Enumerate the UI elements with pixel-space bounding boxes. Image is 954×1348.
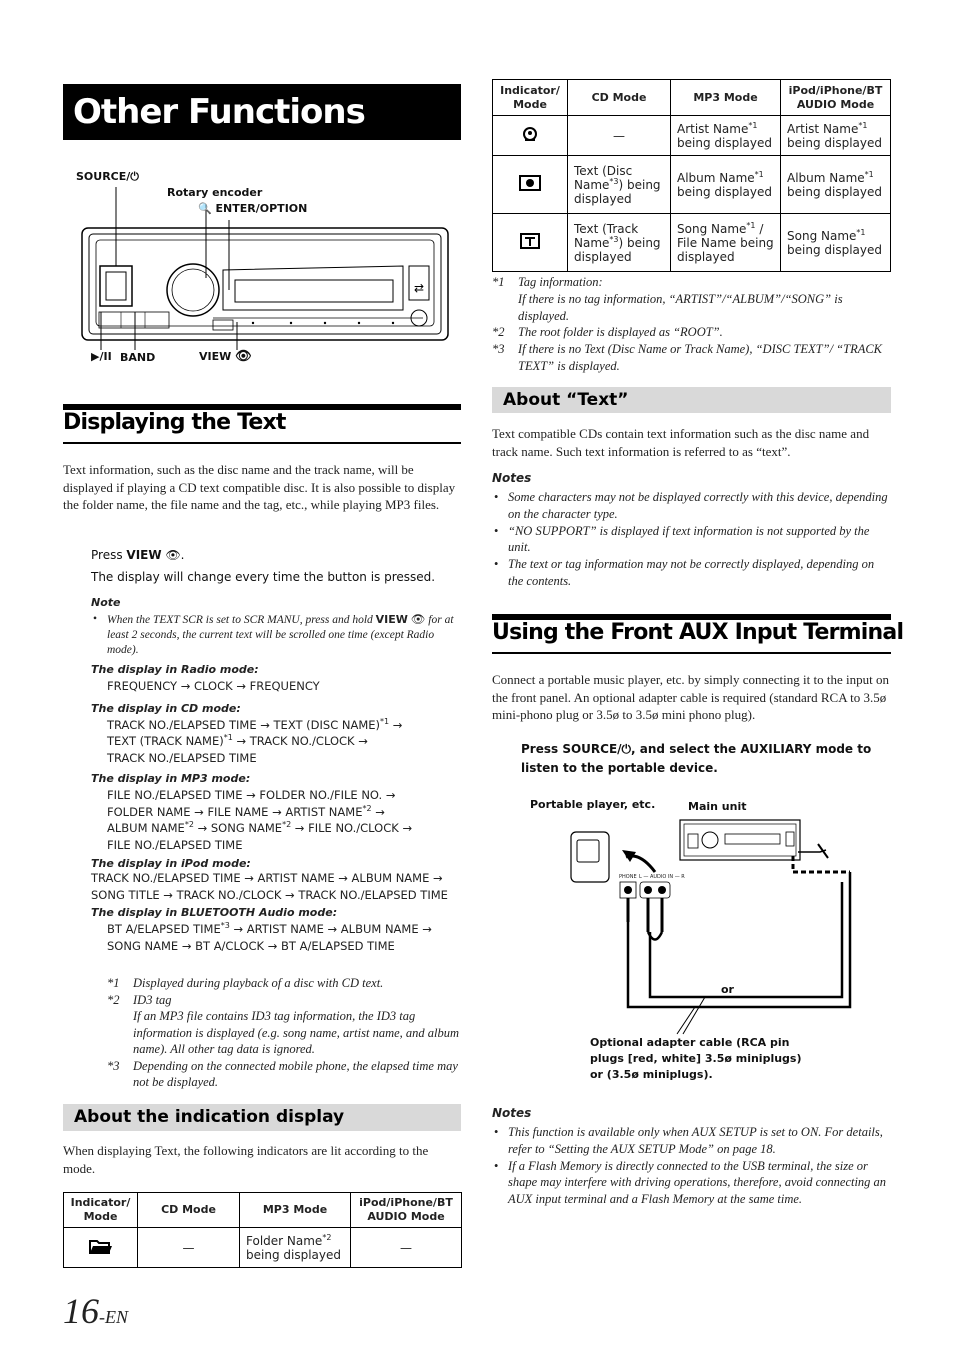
label-main-unit: Main unit bbox=[688, 800, 747, 813]
arrow: → bbox=[371, 804, 385, 819]
note-title: Note bbox=[91, 596, 121, 609]
note-post: for at least 2 seconds, the current text will be scrolled one time (except Radio mode). bbox=[107, 614, 454, 656]
eye-icon: 👁 bbox=[235, 349, 252, 364]
bt-seq-1b: → ARTIST NAME → ALBUM NAME → bbox=[229, 922, 432, 936]
label-audio-in: L — AUDIO IN — R bbox=[639, 874, 685, 880]
cell-text: Album Name bbox=[677, 170, 755, 185]
footnote-ref: *2 bbox=[282, 820, 292, 830]
cd-seq-2b: → TRACK NO./CLOCK → bbox=[232, 734, 368, 748]
table-header: MP3 Mode bbox=[671, 80, 781, 116]
table-cell: — bbox=[138, 1228, 240, 1268]
table-cell bbox=[671, 156, 781, 214]
table-cell bbox=[781, 116, 891, 156]
mp3-seq-2: FOLDER NAME → FILE NAME → ARTIST NAME bbox=[107, 804, 363, 819]
footnote-key: *3 bbox=[107, 1058, 120, 1073]
table-cell bbox=[568, 156, 671, 214]
footnote-ref: *1 bbox=[746, 220, 756, 230]
about-text-notes bbox=[492, 489, 891, 590]
label-band: BAND bbox=[120, 351, 156, 364]
footnote-key: *2 bbox=[492, 325, 505, 340]
footnote-ref: *3 bbox=[609, 176, 619, 186]
table-header: Indicator/ Mode bbox=[64, 1193, 138, 1228]
press-desc: , and select the AUXILIARY mode to listen to the portable device. bbox=[521, 742, 872, 775]
song-icon bbox=[493, 214, 568, 272]
eye-icon: 👁 bbox=[165, 548, 181, 562]
cell-text: Folder Name bbox=[246, 1233, 323, 1248]
press-desc: The display will change every time the button is pressed. bbox=[91, 570, 436, 584]
table-header: Indicator/ Mode bbox=[493, 80, 568, 116]
section-underline bbox=[63, 442, 461, 444]
footnote-ref: *1 bbox=[858, 120, 868, 130]
cd-seq-1: TRACK NO./ELAPSED TIME → TEXT (DISC NAME) bbox=[107, 717, 381, 732]
footnote-ref: *2 bbox=[362, 803, 372, 813]
footnote-ref: *2 bbox=[322, 1232, 332, 1242]
table-cell bbox=[781, 214, 891, 272]
page-title: Other Functions bbox=[63, 84, 461, 140]
cell-text: Artist Name bbox=[677, 121, 749, 136]
cd-seq bbox=[91, 717, 461, 767]
aux-diagram bbox=[560, 812, 860, 1042]
section-heading-displaying: Displaying the Text bbox=[63, 410, 286, 435]
displaying-intro: Text information, such as the disc name and the track name, will be displayed if playing a CD text compatible disc. It is also possible to display the folder name, the file name and the tag, etc., while playing MP3 files. bbox=[63, 462, 456, 512]
section-heading-about-text: About “Text” bbox=[492, 387, 891, 413]
head-unit-illustration bbox=[63, 160, 463, 370]
notes-title: Notes bbox=[492, 471, 532, 485]
page-number bbox=[63, 1290, 128, 1332]
list-item: • If a Flash Memory is directly connected to the USB terminal, the size or shape may interfere with driving operations, therefore, avoid connecting an AUX input terminal and a Flash Memory at the same time. bbox=[492, 1158, 891, 1208]
footnote-ref: *1 bbox=[856, 227, 866, 237]
arrow: → bbox=[389, 717, 403, 732]
footnote-ref: *2 bbox=[184, 820, 194, 830]
cell-text: being displayed bbox=[677, 184, 772, 199]
section-heading-aux: Using the Front AUX Input Terminal bbox=[492, 620, 904, 645]
press-end: . bbox=[180, 548, 185, 562]
list-item: • Some characters may not be displayed correctly with this device, depending on the character type. bbox=[492, 489, 891, 523]
table-header: MP3 Mode bbox=[240, 1193, 351, 1228]
footnote-text: ID3 tag bbox=[133, 992, 172, 1007]
label-portable: Portable player, etc. bbox=[530, 798, 656, 811]
cell-text: being displayed bbox=[787, 242, 882, 257]
footnote-key: *3 bbox=[492, 342, 505, 357]
page-number-value: 16 bbox=[63, 1291, 99, 1331]
label-cable: Optional adapter cable (RCA pin plugs [red, white] 3.5ø miniplugs) or (3.5ø miniplugs). bbox=[590, 1036, 802, 1081]
label-enter bbox=[198, 202, 307, 215]
view-button-label: VIEW bbox=[126, 548, 162, 562]
list-item: • This function is available only when AUX SETUP is set to ON. For details, refer to “Setting the AUX SETUP Mode” on page 18. bbox=[492, 1124, 891, 1158]
footnote-ref: *1 bbox=[754, 169, 764, 179]
cell-text: Text (Disc Name bbox=[574, 163, 633, 192]
footnote-ref: *3 bbox=[220, 921, 230, 931]
press-prefix: Press bbox=[91, 548, 123, 562]
head-unit-diagram bbox=[63, 160, 463, 370]
cell-text: Album Name bbox=[787, 170, 865, 185]
section-heading-indication: About the indication display bbox=[63, 1104, 461, 1131]
note-pre: When the TEXT SCR is set to SCR MANU, press and hold bbox=[107, 614, 373, 626]
cell-text: being displayed bbox=[787, 135, 882, 150]
displaying-footnotes bbox=[107, 975, 461, 1091]
footnote-text: If there is no tag information, “ARTIST”/“ALBUM”/“SONG” is displayed. bbox=[518, 291, 843, 323]
footnote-key: *1 bbox=[492, 275, 505, 289]
artist-icon bbox=[493, 116, 568, 156]
mp3-seq-1: FILE NO./ELAPSED TIME → FOLDER NO./FILE NO. → bbox=[107, 788, 396, 802]
label-view-text: VIEW bbox=[199, 350, 232, 363]
cell-text: / File Name being displayed bbox=[677, 221, 774, 264]
label-or: or bbox=[721, 983, 734, 996]
section-underline bbox=[492, 652, 891, 654]
footnote-text: Depending on the connected mobile phone, the elapsed time may not be displayed. bbox=[133, 1058, 458, 1089]
table-row bbox=[493, 214, 891, 272]
radio-seq: FREQUENCY → CLOCK → FREQUENCY bbox=[107, 679, 320, 693]
cell-text: being displayed bbox=[787, 184, 882, 199]
cell-text: Song Name bbox=[787, 228, 857, 243]
cell-text: ) being displayed bbox=[574, 177, 661, 206]
footnote-ref: *1 bbox=[380, 716, 390, 726]
footnote-ref: *3 bbox=[609, 234, 619, 244]
svg-text:⇄: ⇄ bbox=[414, 281, 425, 295]
aux-notes bbox=[492, 1124, 891, 1208]
ipod-seq bbox=[91, 870, 461, 903]
indication-intro: When displaying Text, the following indicators are lit according to the mode. bbox=[63, 1143, 429, 1176]
ipod-mode-title: The display in iPod mode: bbox=[91, 857, 251, 870]
mp3-seq-3b: → SONG NAME bbox=[193, 821, 283, 835]
table-row bbox=[493, 116, 891, 156]
list-item bbox=[91, 612, 461, 658]
table-cell bbox=[671, 116, 781, 156]
mp3-seq-4: FILE NO./ELAPSED TIME bbox=[107, 837, 243, 852]
cell-text: being displayed bbox=[246, 1247, 341, 1262]
label-play-pause: ▶/II bbox=[91, 350, 112, 363]
view-button-label: VIEW bbox=[375, 613, 408, 626]
indicator-table-left bbox=[63, 1192, 462, 1268]
label-phone-text: PHONE bbox=[619, 874, 637, 880]
cell-text: Artist Name bbox=[787, 121, 859, 136]
table-row bbox=[493, 156, 891, 214]
press-view-line bbox=[91, 548, 185, 562]
bt-mode-title: The display in BLUETOOTH Audio mode: bbox=[91, 906, 338, 919]
mp3-mode-title: The display in MP3 mode: bbox=[91, 772, 251, 785]
cd-seq-3: TRACK NO./ELAPSED TIME bbox=[107, 750, 257, 765]
ipod-seq-2: SONG TITLE → TRACK NO./CLOCK → TRACK NO./ELAPSED TIME bbox=[91, 887, 448, 902]
ipod-seq-1: TRACK NO./ELAPSED TIME → ARTIST NAME → ALBUM NAME → bbox=[91, 871, 443, 885]
list-item: • The text or tag information may not be correctly displayed, depending on the contents. bbox=[492, 556, 891, 590]
table-header: CD Mode bbox=[138, 1193, 240, 1228]
footnote-text: If there is no Text (Disc Name or Track Name), “DISC TEXT”/ “TRACK TEXT” is displayed. bbox=[518, 342, 883, 373]
aux-connection-illustration bbox=[560, 812, 860, 1042]
press-prefix: Press bbox=[521, 742, 559, 756]
table-cell bbox=[671, 214, 781, 272]
mp3-seq-3c: → FILE NO./CLOCK → bbox=[291, 821, 413, 835]
table-cell: — bbox=[568, 116, 671, 156]
mode-sequences bbox=[91, 663, 461, 954]
table-row bbox=[64, 1228, 462, 1268]
table-cell bbox=[240, 1228, 351, 1268]
album-icon bbox=[493, 156, 568, 214]
cell-text: Text (Track Name bbox=[574, 221, 639, 250]
source-button-label: SOURCE/⏻ bbox=[562, 742, 632, 756]
mp3-seq bbox=[91, 787, 461, 853]
bt-seq bbox=[91, 921, 461, 954]
footnote-ref: *1 bbox=[864, 169, 874, 179]
label-source: SOURCE/⏻ bbox=[76, 170, 139, 183]
eye-icon: 👁 bbox=[410, 614, 426, 626]
label-view bbox=[199, 349, 252, 364]
label-rotary: Rotary encoder bbox=[167, 186, 263, 199]
bt-seq-1: BT A/ELAPSED TIME bbox=[107, 922, 221, 936]
table-header: iPod/iPhone/BT AUDIO Mode bbox=[351, 1193, 462, 1228]
cell-text: ) being displayed bbox=[574, 235, 661, 264]
radio-mode-title: The display in Radio mode: bbox=[91, 663, 259, 676]
right-table-footnotes bbox=[492, 274, 891, 375]
cd-mode-title: The display in CD mode: bbox=[91, 701, 241, 715]
folder-icon bbox=[64, 1228, 138, 1268]
cell-text: being displayed bbox=[677, 135, 772, 150]
bt-seq-2: SONG NAME → BT A/CLOCK → BT A/ELAPSED TIME bbox=[107, 938, 395, 953]
footnote-text: If an MP3 file contains ID3 tag information, the ID3 tag information is displayed (e.g. song name, artist name, and album name). All other tag data is ignored. bbox=[133, 1009, 460, 1056]
mp3-seq-3: ALBUM NAME bbox=[107, 821, 185, 835]
cd-seq-2: TEXT (TRACK NAME) bbox=[107, 734, 224, 748]
table-cell bbox=[568, 214, 671, 272]
footnote-text: The root folder is displayed as “ROOT”. bbox=[518, 325, 723, 340]
footnote-ref: *1 bbox=[748, 120, 758, 130]
aux-notes-title: Notes bbox=[492, 1106, 532, 1120]
indicator-table-right bbox=[492, 79, 891, 272]
footnote-key: *2 bbox=[107, 992, 120, 1007]
page-number-suffix: -EN bbox=[99, 1307, 128, 1327]
footnote-text: Displayed during playback of a disc with CD text. bbox=[133, 976, 384, 990]
table-cell: — bbox=[351, 1228, 462, 1268]
table-cell bbox=[781, 156, 891, 214]
label-enter-text: ENTER/OPTION bbox=[215, 202, 308, 215]
search-icon: 🔍 bbox=[198, 202, 212, 215]
table-header: iPod/iPhone/BT AUDIO Mode bbox=[781, 80, 891, 116]
footnote-ref: *1 bbox=[223, 733, 233, 743]
list-item: • “NO SUPPORT” is displayed if text information is not supported by the unit. bbox=[492, 523, 891, 557]
footnote-key: *1 bbox=[107, 976, 120, 990]
press-source-line bbox=[521, 740, 881, 777]
table-header: CD Mode bbox=[568, 80, 671, 116]
footnote-text: Tag information: bbox=[518, 275, 603, 289]
note-text bbox=[91, 612, 461, 658]
about-text-intro: Text compatible CDs contain text information such as the disc name and track name. Such text information is referred to as “text”. bbox=[492, 426, 870, 459]
aux-intro: Connect a portable music player, etc. by simply connecting it to the input on the front panel. An optional adapter cable is required (standard RCA to 3.5ø mini-phono plug or 3.5ø to 3.5ø mini phono plug). bbox=[492, 672, 889, 722]
cell-text: Song Name bbox=[677, 221, 747, 236]
